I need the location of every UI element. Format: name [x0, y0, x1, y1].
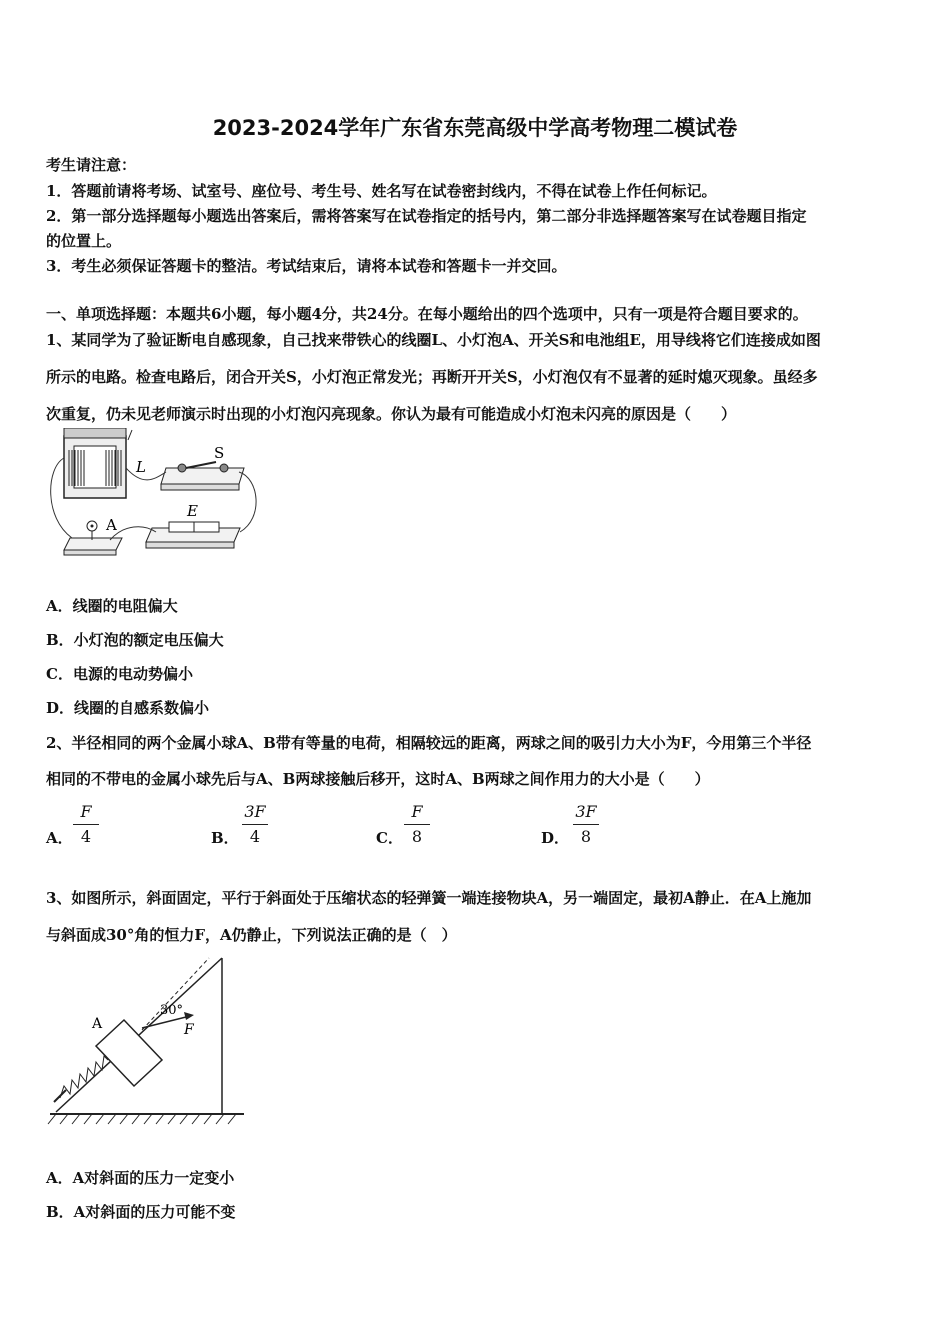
q1-option-a[interactable]: A．线圈的电阻偏大 [46, 597, 178, 615]
incline-figure [44, 952, 256, 1146]
notice-heading: 考生请注意： [46, 156, 137, 174]
q2-option-b-fraction[interactable] [240, 802, 270, 847]
fraction-bar [573, 824, 599, 825]
numerator: 3F [244, 802, 266, 821]
q2-option-c-fraction[interactable] [402, 802, 432, 847]
page-title: 2023-2024学年广东省东莞高级中学高考物理二模试卷 [212, 116, 738, 140]
notice-item: 3．考生必须保证答题卡的整洁。考试结束后，请将本试卷和答题卡一并交回。 [46, 257, 567, 275]
block-a [96, 1020, 162, 1086]
force-arrowhead [184, 1012, 194, 1020]
notice-item: 的位置上。 [46, 232, 122, 250]
q2-option-d-fraction[interactable] [571, 802, 601, 847]
denominator: 8 [411, 827, 423, 846]
denominator: 4 [80, 827, 92, 846]
fraction-bar [242, 824, 268, 825]
numerator: F [411, 802, 423, 821]
spring [60, 1056, 108, 1098]
question-2-text: 相同的不带电的金属小球先后与A、B两球接触后移开，这时A、B两球之间作用力的大小是（ ） [46, 770, 710, 788]
spring-anchor [54, 1090, 66, 1102]
question-2-text: 2、半径相同的两个金属小球A、B带有等量的电荷，相隔较远的距离，两球之间的吸引力大小为F，今用第三个半径 [46, 734, 812, 752]
label-E: E [187, 502, 198, 520]
q2-option-a-label[interactable]: A． [46, 829, 73, 847]
q2-option-c-label[interactable]: C． [376, 829, 403, 847]
q2-option-a-fraction[interactable] [71, 802, 101, 847]
q3-option-a[interactable]: A．A对斜面的压力一定变小 [46, 1169, 235, 1187]
notice-item: 2．第一部分选择题每小题选出答案后，需将答案写在试卷指定的括号内，第二部分非选择题答案写在试卷题目指定 [46, 207, 807, 225]
label-force-f: F [184, 1022, 194, 1038]
inductor-coil [64, 428, 132, 498]
q1-option-b[interactable]: B．小灯泡的额定电压偏大 [46, 631, 224, 649]
denominator: 8 [580, 827, 592, 846]
question-1-text: 1、某同学为了验证断电自感现象，自己找来带铁心的线圈L、小灯泡A、开关S和电池组E，用导线将它们连接成如图 [46, 331, 821, 349]
question-3-text: 3、如图所示，斜面固定，平行于斜面处于压缩状态的轻弹簧一端连接物块A，另一端固定，最初A静止．在A上施加 [46, 889, 812, 907]
label-block-a: A [92, 1016, 103, 1032]
q1-option-c[interactable]: C．电源的电动势偏小 [46, 665, 193, 683]
denominator: 4 [249, 827, 261, 846]
label-L: L [136, 458, 146, 476]
question-1-text: 次重复，仍未见老师演示时出现的小灯泡闪亮现象。你认为最有可能造成小灯泡未闪亮的原因是（ ） [46, 405, 737, 423]
q2-option-d-label[interactable]: D． [541, 829, 570, 847]
question-1-text: 所示的电路。检查电路后，闭合开关S，小灯泡正常发光；再断开开关S，小灯泡仅有不显著的延时熄灭现象。虽经多 [46, 368, 818, 386]
section-heading: 一、单项选择题：本题共6小题，每小题4分，共24分。在每小题给出的四个选项中，只有一项是符合题目要求的。 [46, 305, 808, 323]
q2-option-b-label[interactable]: B． [211, 829, 239, 847]
ground-hatching [48, 1114, 236, 1124]
battery-board [146, 522, 240, 548]
label-A: A [106, 516, 117, 534]
switch-board [161, 462, 244, 490]
numerator: 3F [575, 802, 597, 821]
label-angle: 30° [160, 1003, 184, 1018]
fraction-bar [73, 824, 99, 825]
q3-option-b[interactable]: B．A对斜面的压力可能不变 [46, 1203, 236, 1221]
notice-item: 1．答题前请将考场、试室号、座位号、考生号、姓名写在试卷密封线内，不得在试卷上作任何标记。 [46, 182, 717, 200]
q1-option-d[interactable]: D．线圈的自感系数偏小 [46, 699, 210, 717]
fraction-bar [404, 824, 430, 825]
label-S: S [214, 444, 225, 462]
question-3-text: 与斜面成30°角的恒力F，A仍静止，下列说法正确的是（ ） [46, 926, 457, 944]
numerator: F [80, 802, 92, 821]
circuit-figure [44, 428, 274, 568]
